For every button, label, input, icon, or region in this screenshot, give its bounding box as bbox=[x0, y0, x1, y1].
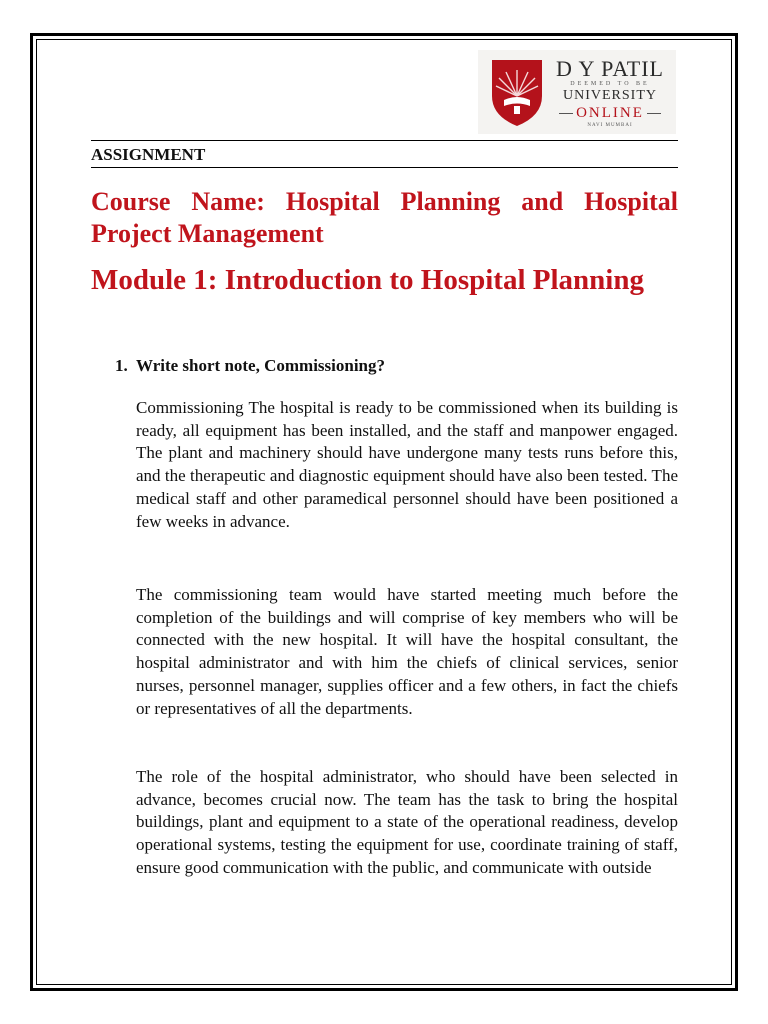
university-logo bbox=[478, 50, 676, 134]
header-rule-bottom bbox=[91, 167, 678, 168]
header-rule-top bbox=[91, 140, 678, 141]
question-text: Write short note, Commissioning? bbox=[136, 356, 386, 375]
shield-emblem-icon bbox=[488, 56, 546, 128]
logo-university: UNIVERSITY bbox=[563, 88, 657, 103]
paragraph: The role of the hospital administrator, who should have been selected in advance, becomes crucial now. The team has the task to bring the hospital buildings, plant and equipment to a state of the operational readiness, develop operational systems, testing the equipment for use, coordinate training of staff, ensure good communication with the public, and communicate with outside bbox=[136, 767, 678, 877]
logo-online: ONLINE bbox=[550, 104, 670, 122]
paragraph: The commissioning team would have started meeting much before the completion of the buildings and will comprise of key members who will be connected with the new hospital. It will have the hospital consultant, the hospital administrator and with him the chiefs of clinical services, senior nurses, personnel manager, supplies officer and a few others, in fact the chiefs or representatives of all the departments. bbox=[136, 585, 678, 718]
paragraph: Commissioning The hospital is ready to be commissioned when its building is ready, all equipment has been installed, and the staff and manpower engaged. The plant and machinery should have undergone many tests runs before this, and the therapeutic and diagnostic equipment should have also been tested. The medical staff and other paramedical personnel should have been positioned a few weeks in advance. bbox=[136, 398, 678, 531]
question-number: 1. bbox=[115, 356, 128, 375]
logo-name: D Y PATIL bbox=[555, 56, 664, 81]
assignment-label: ASSIGNMENT bbox=[91, 145, 206, 164]
logo-location: NAVI MUMBAI bbox=[587, 123, 633, 128]
course-title: Course Name: Hospital Planning and Hospital Project Management bbox=[91, 187, 678, 248]
logo-deemed: DEEMED TO BE bbox=[570, 81, 650, 87]
module-title: Module 1: Introduction to Hospital Planning bbox=[91, 264, 644, 296]
